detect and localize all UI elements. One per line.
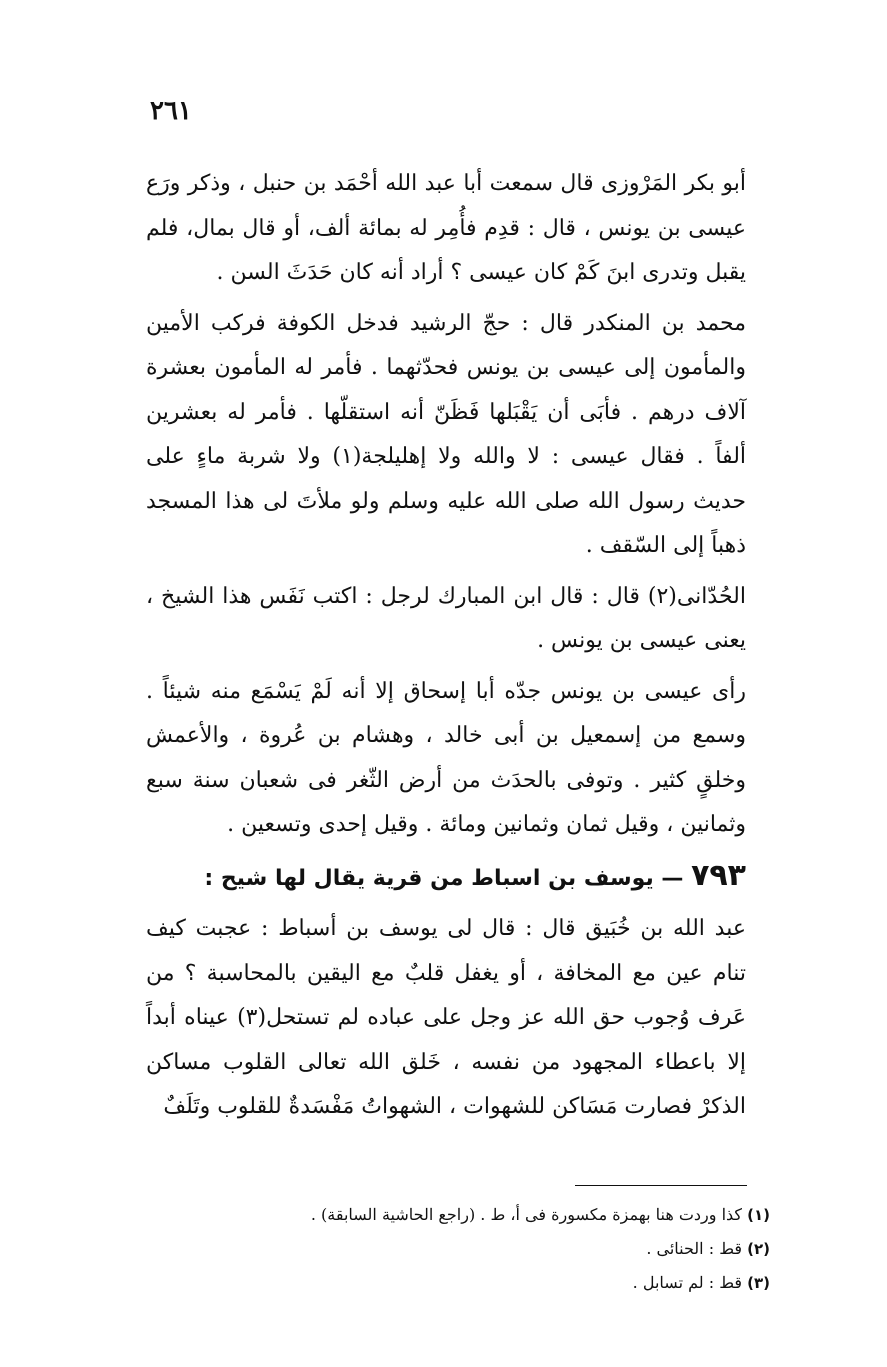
footnote-text: كذا وردت هنا بهمزة مكسورة فى أ، ط . (راجع الحاشية السابقة) . — [310, 1205, 743, 1224]
footnote-item — [180, 1266, 770, 1300]
paragraph: رأى عيسى بن يونس جدّه أبا إسحاق إلا أنه لَمْ يَسْمَع منه شيئاً . وسمع من إسمعيل بن أبى خالد ، وهشام بن عُروة ، والأعمش وخلقٍ كثير . وتوفى بالحدَث من أرض الثّغر فى شعبان سنة سبع وثمانين ، وقيل ثمان وثمانين ومائة . وقيل إحدى وتسعين . — [146, 678, 746, 837]
page-number: ٢٦١ — [150, 96, 192, 126]
section-heading — [146, 854, 746, 902]
paragraph: الحُدّانى(٢) قال : قال ابن المبارك لرجل : اكتب نَفَس هذا الشيخ ، يعنى عيسى بن يونس . — [146, 583, 746, 653]
footnotes — [180, 1198, 770, 1300]
footnote-item — [180, 1232, 770, 1266]
footnote-item — [180, 1198, 770, 1232]
footnote-mark: (٣) — [747, 1274, 770, 1292]
paragraph: عبد الله بن خُبَيق قال : قال لى يوسف بن أسباط : عجبت كيف تنام عين مع المخافة ، أو يغفل قلبٌ مع اليقين بالمحاسبة ؟ من عَرف وُجوب حق الله عز وجل على عباده لم تستحل(٣) عيناه أبداً إلا باعطاء المجهود من نفسه ، خَلق الله تعالى القلوب مساكن الذكرْ فصارت مَسَاكن للشهوات ، الشهواتُ مَفْسَدةٌ للقلوب وتَلَفٌ — [146, 916, 746, 1119]
paragraph: أبو بكر المَرْوزى قال سمعت أبا عبد الله أحْمَد بن حنبل ، وذكر ورَع عيسى بن يونس ، قال : قدِم فأُمِر له بمائة ألف، أو قال بمال، فلم يقبل وتدرى ابنَ كَمْ كان عيسى ؟ أراد أنه كان حَدَثَ السن . — [146, 171, 746, 285]
body-text — [146, 162, 746, 1136]
footnote-mark: (١) — [747, 1206, 770, 1224]
footnote-text: قط : الحنائى . — [646, 1239, 743, 1258]
section-dash: — — [661, 865, 684, 891]
footnote-divider — [575, 1185, 747, 1186]
section-number: ٧٩٣ — [691, 857, 746, 893]
paragraph: محمد بن المنكدر قال : حجّ الرشيد فدخل الكوفة فركب الأمين والمأمون إلى عيسى بن يونس فحدّثهما . فأمر له المأمون بعشرة آلاف درهم . فأبَى أن يَقْبَلها فَظَنّ أنه استقلّها . فأمر له بعشرين ألفاً . فقال عيسى : لا والله ولا إهليلجة(١) ولا شربة ماءٍ على حديث رسول الله صلى الله عليه وسلم ولو ملأتَ لى هذا المسجد ذهباً إلى السّقف . — [146, 310, 747, 558]
footnote-text: قط : لم تسابل . — [632, 1273, 743, 1292]
section-title: يوسف بن اسباط من قرية يقال لها شيح : — [204, 865, 654, 891]
footnote-mark: (٢) — [747, 1240, 770, 1258]
